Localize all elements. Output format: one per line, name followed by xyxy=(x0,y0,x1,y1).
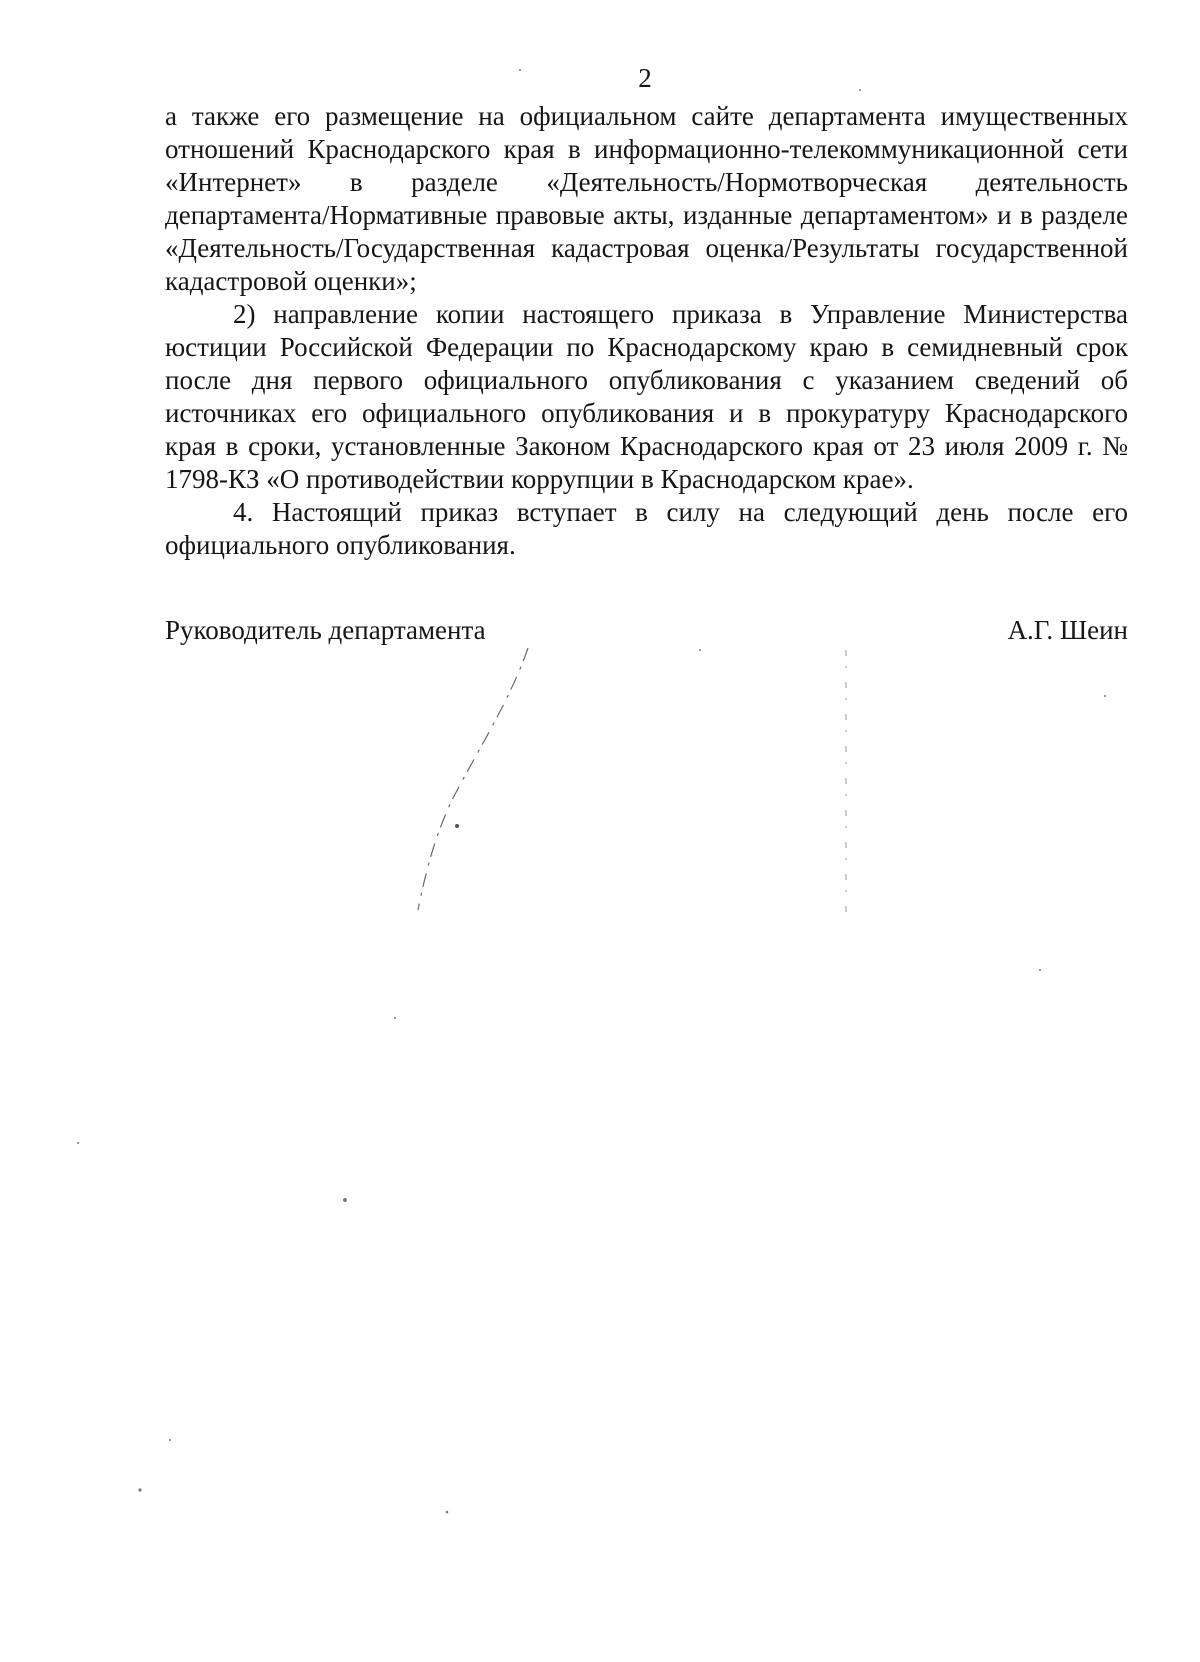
page-number: 2 xyxy=(638,63,652,93)
scan-artifact-line xyxy=(836,650,856,920)
handwritten-signature-stroke xyxy=(390,640,550,920)
paragraph-continuation: а также его размещение на официальном сайте департамента имущественных отношений Краснодарского края в информационно-телекоммуникационной сети «Интернет» в разделе «Деятельность/Нормотворческая деятельность департамента/Нормативные правовые акты, изданные департаментом» и в разделе «Деятельность/Государственная кадастровая оценка/Результаты государственной кадастровой оценки»; xyxy=(165,101,1128,296)
paragraph-item-2: 2) направление копии настоящего приказа в Управление Министерства юстиции Российской Федерации по Краснодарскому краю в семидневный срок после дня первого официального опубликования с указанием сведений об источниках его официального опубликования и в прокуратуру Краснодарского края в сроки, установленные Законом Краснодарского края от 23 июля 2009 г. № 1798-КЗ «О противодействии коррупции в Краснодарском крае». xyxy=(165,299,1128,494)
signatory-name: А.Г. Шеин xyxy=(1007,615,1128,645)
paragraph-item-4: 4. Настоящий приказ вступает в силу на следующий день после его официального опубликования. xyxy=(165,497,1128,560)
document-body xyxy=(165,100,1128,562)
signatory-title: Руководитель департамента xyxy=(165,615,486,645)
